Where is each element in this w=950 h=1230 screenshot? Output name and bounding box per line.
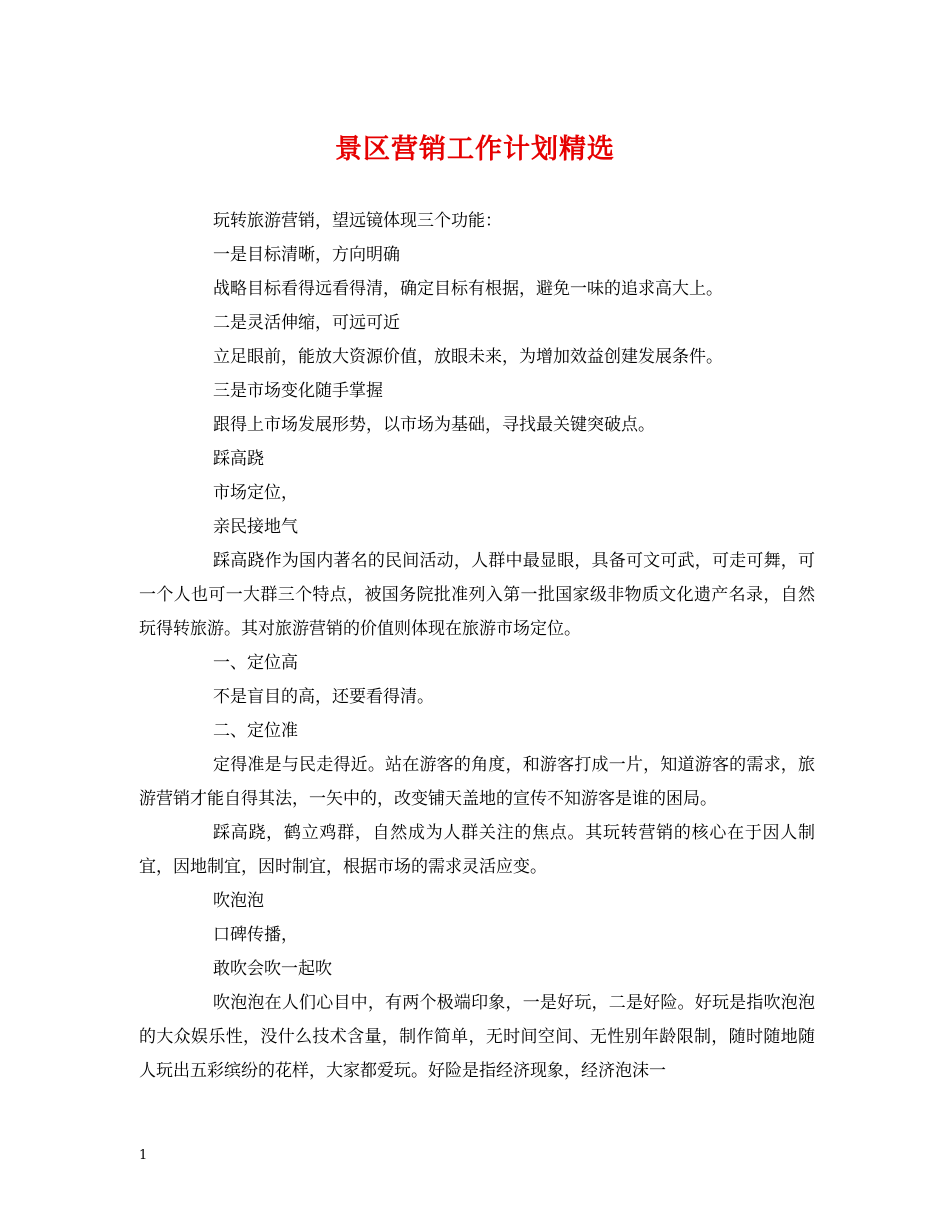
paragraph: 踩高跷，鹤立鸡群，自然成为人群关注的焦点。其玩转营销的核心在于因人制宜，因地制宜，因时制宜，根据市场的需求灵活应变。 (139, 823, 815, 877)
paragraph: 一是目标清晰，方向明确 (213, 245, 400, 265)
document-title: 景区营销工作计划精选 (335, 134, 615, 165)
paragraph: 跟得上市场发展形势，以市场为基础，寻找最关键突破点。 (213, 415, 655, 435)
page-number: 1 (139, 1148, 148, 1163)
document-body (139, 204, 815, 1088)
paragraph: 不是盲目的高，还要看得清。 (213, 687, 434, 707)
paragraph: 二、定位准 (213, 721, 298, 741)
paragraph: 敢吹会吹一起吹 (213, 959, 332, 979)
paragraph: 踩高跷作为国内著名的民间活动，人群中最显眼，具备可文可武，可走可舞，可一个人也可一大群三个特点，被国务院批准列入第一批国家级非物质文化遗产名录，自然玩得转旅游。其对旅游营销的价值则体现在旅游市场定位。 (139, 551, 815, 639)
paragraph: 玩转旅游营销，望远镜体现三个功能： (213, 211, 502, 231)
paragraph: 战略目标看得远看得清，确定目标有根据，避免一味的追求高大上。 (213, 279, 723, 299)
paragraph: 定得准是与民走得近。站在游客的角度，和游客打成一片，知道游客的需求，旅游营销才能自得其法，一矢中的，改变铺天盖地的宣传不知游客是谁的困局。 (139, 755, 815, 809)
paragraph: 吹泡泡在人们心目中，有两个极端印象，一是好玩，二是好险。好玩是指吹泡泡的大众娱乐性，没什么技术含量，制作简单，无时间空间、无性别年龄限制，随时随地随人玩出五彩缤纷的花样，大家都爱玩。好险是指经济现象，经济泡沫一 (139, 993, 815, 1081)
paragraph: 二是灵活伸缩，可远可近 (213, 313, 400, 333)
paragraph: 吹泡泡 (213, 891, 264, 911)
paragraph: 亲民接地气 (213, 517, 298, 537)
paragraph: 一、定位高 (213, 653, 298, 673)
paragraph: 市场定位， (213, 483, 298, 503)
paragraph: 口碑传播， (213, 925, 298, 945)
paragraph: 立足眼前，能放大资源价值，放眼未来，为增加效益创建发展条件。 (213, 347, 723, 367)
paragraph: 三是市场变化随手掌握 (213, 381, 383, 401)
paragraph: 踩高跷 (213, 449, 264, 469)
